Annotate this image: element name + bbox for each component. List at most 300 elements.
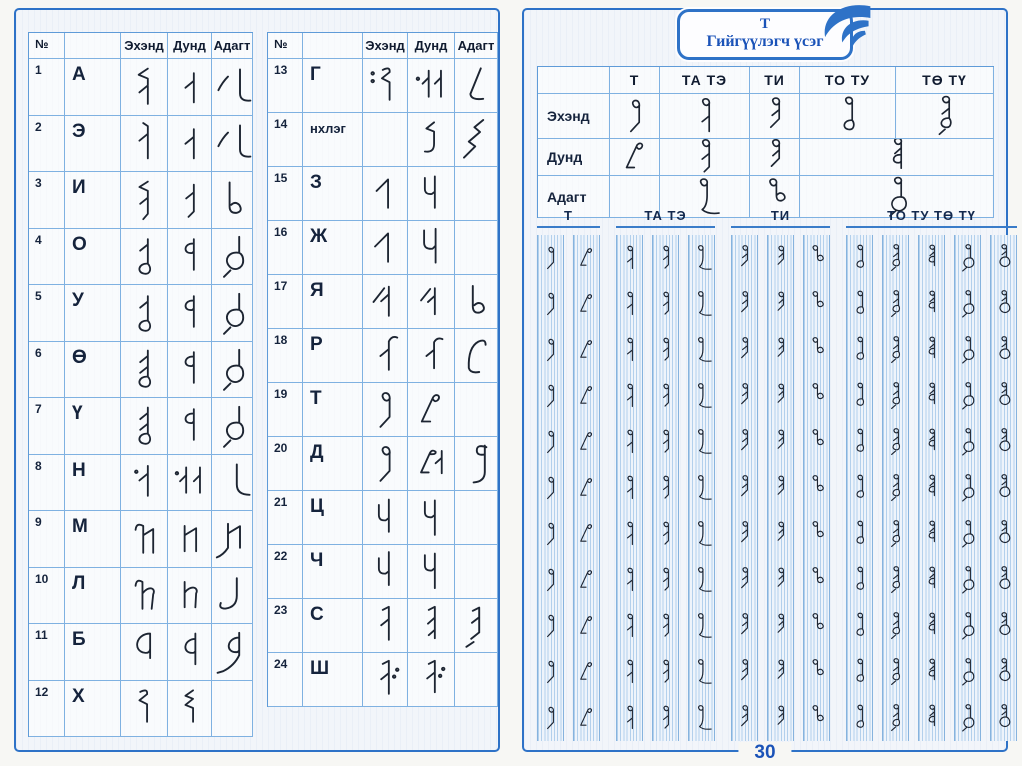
mongol-glyph-ti_final bbox=[805, 284, 828, 324]
col-header-initial: Эхэнд bbox=[363, 33, 408, 59]
mongol-glyph-g_init bbox=[365, 63, 405, 109]
glyph-initial bbox=[363, 167, 408, 221]
mongol-glyph-tue_final bbox=[992, 698, 1015, 738]
mongol-glyph-to_init bbox=[848, 330, 871, 370]
glyph-medial bbox=[408, 653, 455, 707]
mongol-glyph-tu_final bbox=[956, 698, 979, 738]
mongol-glyph-s_init bbox=[365, 603, 405, 649]
mongol-glyph-ta_init bbox=[686, 95, 724, 137]
mongol-glyph-t_init bbox=[539, 606, 562, 646]
practice-strip-tue_final bbox=[990, 235, 1017, 741]
mongol-glyph-ta_final bbox=[690, 422, 713, 462]
mongol-glyph-t_mid bbox=[575, 468, 598, 508]
cyrillic-letter: И bbox=[65, 172, 121, 229]
mongol-glyph-ti_final bbox=[805, 376, 828, 416]
glyph-initial bbox=[121, 455, 168, 512]
glyph-medial bbox=[168, 342, 212, 399]
mongol-glyph-t_mid bbox=[575, 698, 598, 738]
mongol-glyph-m_init bbox=[124, 516, 164, 562]
glyph-final bbox=[212, 172, 253, 229]
practice-strip-tu_final bbox=[954, 235, 981, 741]
practice-group bbox=[616, 208, 715, 741]
practice-group bbox=[537, 208, 600, 741]
mongol-glyph-n_mid bbox=[170, 459, 210, 505]
mongol-glyph-ta_mid bbox=[686, 139, 724, 176]
cyrillic-letter: Ш bbox=[303, 653, 363, 707]
mongol-glyph-ti_init bbox=[733, 698, 756, 738]
forms-row-label: Адагт bbox=[538, 176, 610, 218]
badge-letter: Т bbox=[759, 16, 770, 32]
mongol-glyph-tu_mid bbox=[920, 330, 943, 370]
mongol-glyph-t_mid bbox=[411, 387, 451, 433]
glyph-medial bbox=[168, 172, 212, 229]
mongol-glyph-to_init bbox=[848, 376, 871, 416]
practice-group-label: Т bbox=[537, 208, 600, 228]
row-number: 14 bbox=[268, 113, 303, 167]
mongol-glyph-to_init bbox=[848, 606, 871, 646]
forms-glyph-cell bbox=[750, 94, 800, 139]
mongol-glyph-ti_init bbox=[733, 376, 756, 416]
glyph-medial bbox=[168, 116, 212, 173]
mongol-glyph-tue_final bbox=[992, 422, 1015, 462]
practice-strip-ti_final bbox=[803, 235, 830, 741]
mongol-glyph-ti_mid bbox=[769, 422, 792, 462]
mongol-glyph-l_mid bbox=[170, 572, 210, 618]
mongol-glyph-g_final bbox=[455, 62, 497, 110]
glyph-medial bbox=[168, 285, 212, 342]
glyph-medial bbox=[408, 545, 455, 599]
cyrillic-letter: У bbox=[65, 285, 121, 342]
page-right bbox=[522, 8, 1008, 763]
mongol-glyph-tu_final bbox=[956, 238, 979, 278]
mongol-glyph-ti_mid bbox=[769, 330, 792, 370]
mongol-glyph-to_init bbox=[848, 698, 871, 738]
mongol-glyph-ti_final bbox=[805, 652, 828, 692]
forms-col-header: ТО ТУ bbox=[800, 67, 896, 94]
glyph-final bbox=[455, 59, 498, 113]
row-number: 9 bbox=[29, 511, 65, 568]
row-number: 7 bbox=[29, 398, 65, 455]
glyph-medial bbox=[408, 275, 455, 329]
glyph-final bbox=[455, 383, 498, 437]
mongol-glyph-ti_mid bbox=[769, 698, 792, 738]
mongol-glyph-s_final bbox=[455, 602, 497, 650]
mongol-glyph-tue_final bbox=[992, 284, 1015, 324]
row-number: 13 bbox=[268, 59, 303, 113]
cyrillic-letter: С bbox=[303, 599, 363, 653]
mongol-glyph-tu_mid bbox=[920, 652, 943, 692]
mongol-glyph-ts_mid bbox=[411, 495, 451, 541]
mongol-glyph-ta_mid bbox=[654, 330, 677, 370]
mongol-glyph-t_init bbox=[539, 376, 562, 416]
mongol-glyph-ti_init bbox=[733, 238, 756, 278]
mongol-glyph-t_mid bbox=[575, 284, 598, 324]
cyrillic-letter: Ц bbox=[303, 491, 363, 545]
row-number: 16 bbox=[268, 221, 303, 275]
mongol-glyph-ta_init bbox=[618, 652, 641, 692]
glyph-medial bbox=[408, 329, 455, 383]
practice-group bbox=[731, 208, 830, 741]
row-number: 8 bbox=[29, 455, 65, 512]
mongol-glyph-sh_init bbox=[365, 657, 405, 703]
practice-strip-t_mid bbox=[573, 235, 600, 741]
mongol-glyph-tu_final bbox=[956, 330, 979, 370]
practice-strip-toe_init bbox=[882, 235, 909, 741]
glyph-initial bbox=[363, 599, 408, 653]
mongol-glyph-ti_init bbox=[733, 652, 756, 692]
glyph-initial bbox=[121, 59, 168, 116]
cyrillic-letter: Ө bbox=[65, 342, 121, 399]
glyph-final bbox=[455, 599, 498, 653]
mongol-glyph-ta_init bbox=[618, 514, 641, 554]
glyph-medial bbox=[408, 383, 455, 437]
mongol-glyph-tue_final bbox=[992, 560, 1015, 600]
glyph-medial bbox=[408, 599, 455, 653]
glyph-final bbox=[455, 221, 498, 275]
glyph-final bbox=[455, 275, 498, 329]
glyph-final bbox=[455, 653, 498, 707]
mongol-glyph-t_mid bbox=[575, 422, 598, 462]
mongol-glyph-ta_final bbox=[690, 284, 713, 324]
practice-strip-ti_mid bbox=[767, 235, 794, 741]
cyrillic-letter: Я bbox=[303, 275, 363, 329]
mongol-glyph-ya_mid bbox=[411, 279, 451, 325]
mongol-glyph-ng_final bbox=[455, 116, 497, 164]
mongol-glyph-i_init bbox=[124, 177, 164, 223]
glyph-final bbox=[212, 398, 253, 455]
mongol-glyph-tu_mid bbox=[920, 422, 943, 462]
col-header-letter bbox=[65, 33, 121, 59]
glyph-initial bbox=[363, 113, 408, 167]
practice-group bbox=[846, 208, 1017, 741]
cyrillic-letter: Д bbox=[303, 437, 363, 491]
mongol-glyph-n_final bbox=[212, 458, 252, 506]
col-header-medial: Дунд bbox=[168, 33, 212, 59]
glyph-initial bbox=[363, 437, 408, 491]
mongol-glyph-o_final bbox=[212, 402, 252, 450]
glyph-initial bbox=[363, 275, 408, 329]
mongol-glyph-ya_final bbox=[455, 278, 497, 326]
mongol-glyph-ta_final bbox=[690, 652, 713, 692]
glyph-final bbox=[212, 681, 253, 738]
glyph-initial bbox=[363, 383, 408, 437]
glyph-medial bbox=[168, 624, 212, 681]
mongol-glyph-to_init bbox=[848, 560, 871, 600]
col-header-number: № bbox=[29, 33, 65, 59]
glyph-medial bbox=[168, 568, 212, 625]
mongol-glyph-a_mid bbox=[170, 120, 210, 166]
row-number: 22 bbox=[268, 545, 303, 599]
row-number: 12 bbox=[29, 681, 65, 738]
glyph-medial bbox=[168, 59, 212, 116]
mongol-glyph-tue_final bbox=[992, 330, 1015, 370]
mongol-glyph-g_mid bbox=[411, 63, 451, 109]
glyph-initial bbox=[121, 398, 168, 455]
col-header-number: № bbox=[268, 33, 303, 59]
mongol-glyph-ti_init bbox=[733, 284, 756, 324]
mongol-glyph-r_final bbox=[455, 332, 497, 380]
row-number: 3 bbox=[29, 172, 65, 229]
cyrillic-letter: нхлэг bbox=[303, 113, 363, 167]
alphabet-table-1 bbox=[28, 32, 253, 737]
mongol-glyph-ta_init bbox=[618, 560, 641, 600]
glyph-initial bbox=[121, 229, 168, 286]
mongol-glyph-ta_init bbox=[618, 698, 641, 738]
mongol-glyph-ti_mid bbox=[769, 606, 792, 646]
cyrillic-letter: Г bbox=[303, 59, 363, 113]
mongol-glyph-t_init bbox=[539, 238, 562, 278]
practice-group-label: ТИ bbox=[731, 208, 830, 228]
mongol-glyph-tu_mid bbox=[920, 376, 943, 416]
glyph-final bbox=[212, 624, 253, 681]
practice-strip-t_init bbox=[537, 235, 564, 741]
practice-group-label: ТО ТУ ТӨ ТҮ bbox=[846, 208, 1017, 228]
glyph-initial bbox=[363, 329, 408, 383]
mongol-glyph-ti_final bbox=[805, 698, 828, 738]
glyph-final bbox=[212, 568, 253, 625]
forms-glyph-cell bbox=[800, 94, 896, 139]
mongol-glyph-ti_mid bbox=[769, 238, 792, 278]
mongol-glyph-to_init bbox=[848, 652, 871, 692]
mongol-glyph-tu_mid bbox=[920, 698, 943, 738]
mongol-glyph-tu_final bbox=[956, 560, 979, 600]
mongol-glyph-z_mid bbox=[411, 171, 451, 217]
mongol-glyph-b_init bbox=[124, 629, 164, 675]
row-number: 21 bbox=[268, 491, 303, 545]
lesson-badge bbox=[677, 9, 853, 60]
mongol-glyph-t_mid bbox=[616, 139, 654, 176]
mongol-glyph-tu_final bbox=[956, 468, 979, 508]
glyph-final bbox=[455, 545, 498, 599]
mongol-glyph-ti_final bbox=[805, 422, 828, 462]
cyrillic-letter: Н bbox=[65, 455, 121, 512]
row-number: 19 bbox=[268, 383, 303, 437]
glyph-initial bbox=[121, 511, 168, 568]
forms-glyph-cell bbox=[660, 94, 750, 139]
mongol-glyph-ta_mid bbox=[654, 376, 677, 416]
mongol-glyph-toe_init bbox=[884, 698, 907, 738]
col-header-final: Адагт bbox=[212, 33, 253, 59]
mongol-glyph-tu_mid bbox=[920, 606, 943, 646]
mongol-glyph-h_mid bbox=[170, 685, 210, 731]
glyph-final bbox=[212, 229, 253, 286]
glyph-medial bbox=[168, 455, 212, 512]
mongol-glyph-toe_init bbox=[884, 514, 907, 554]
cyrillic-letter: Ч bbox=[303, 545, 363, 599]
mongol-glyph-m_mid bbox=[170, 516, 210, 562]
practice-group-label: ТА ТЭ bbox=[616, 208, 715, 228]
mongol-glyph-ta_mid bbox=[654, 606, 677, 646]
glyph-initial bbox=[121, 285, 168, 342]
cyrillic-letter: Р bbox=[303, 329, 363, 383]
mongol-glyph-ti_init bbox=[733, 606, 756, 646]
mongol-glyph-tu_mid bbox=[878, 139, 916, 176]
cyrillic-letter: О bbox=[65, 229, 121, 286]
mongol-glyph-ta_final bbox=[690, 330, 713, 370]
glyph-medial bbox=[408, 491, 455, 545]
mongol-glyph-toe_init bbox=[884, 606, 907, 646]
mongol-glyph-i_mid bbox=[170, 177, 210, 223]
mongol-glyph-toe_init bbox=[884, 376, 907, 416]
mongol-glyph-d_final bbox=[455, 440, 497, 488]
mongol-glyph-b_final bbox=[212, 628, 252, 676]
mongol-glyph-o_final bbox=[212, 232, 252, 280]
mongol-glyph-tue_final bbox=[992, 468, 1015, 508]
mongol-glyph-ta_mid bbox=[654, 514, 677, 554]
mongol-glyph-ta_final bbox=[690, 468, 713, 508]
mongol-glyph-o_mid bbox=[170, 290, 210, 336]
mongol-glyph-r_init bbox=[365, 333, 405, 379]
mongol-glyph-tu_mid bbox=[920, 560, 943, 600]
mongol-glyph-a_init bbox=[124, 64, 164, 110]
cyrillic-letter: Ү bbox=[65, 398, 121, 455]
mongol-glyph-toe_init bbox=[884, 284, 907, 324]
mongol-glyph-tu_final bbox=[956, 514, 979, 554]
col-header-medial: Дунд bbox=[408, 33, 455, 59]
mongol-glyph-ti_init bbox=[733, 330, 756, 370]
col-header-letter bbox=[303, 33, 363, 59]
forms-glyph-cell bbox=[660, 139, 750, 176]
mongol-glyph-o_final bbox=[212, 345, 252, 393]
cyrillic-letter: З bbox=[303, 167, 363, 221]
mongol-glyph-t_init bbox=[539, 330, 562, 370]
mongol-glyph-sh_mid bbox=[411, 657, 451, 703]
forms-glyph-cell bbox=[610, 94, 660, 139]
mongol-glyph-t_mid bbox=[575, 330, 598, 370]
mongol-glyph-t_init bbox=[539, 560, 562, 600]
letter-forms-table bbox=[537, 66, 994, 218]
mongol-glyph-i_final bbox=[212, 176, 252, 224]
row-number: 1 bbox=[29, 59, 65, 116]
row-number: 2 bbox=[29, 116, 65, 173]
mongol-glyph-ti_final bbox=[805, 606, 828, 646]
mongol-glyph-ta_final bbox=[690, 376, 713, 416]
forms-glyph-cell bbox=[610, 139, 660, 176]
mongol-glyph-tu_final bbox=[956, 652, 979, 692]
mongol-glyph-tu_mid bbox=[920, 238, 943, 278]
mongol-glyph-ti_mid bbox=[769, 376, 792, 416]
glyph-medial bbox=[168, 229, 212, 286]
mongol-glyph-ta_mid bbox=[654, 698, 677, 738]
mongol-glyph-tue_final bbox=[992, 606, 1015, 646]
row-number: 6 bbox=[29, 342, 65, 399]
mongol-glyph-tu_mid bbox=[920, 514, 943, 554]
mongol-glyph-o_mid bbox=[170, 233, 210, 279]
mongol-glyph-ta_mid bbox=[654, 422, 677, 462]
mongol-glyph-ta_mid bbox=[654, 652, 677, 692]
mongol-glyph-ti_final bbox=[805, 514, 828, 554]
mongol-glyph-ti_final bbox=[805, 330, 828, 370]
glyph-initial bbox=[363, 491, 408, 545]
mongol-glyph-l_init bbox=[124, 572, 164, 618]
cyrillic-letter: Х bbox=[65, 681, 121, 738]
mongol-glyph-ta_init bbox=[618, 284, 641, 324]
glyph-initial bbox=[121, 116, 168, 173]
glyph-medial bbox=[408, 167, 455, 221]
mongol-glyph-ti_init bbox=[733, 560, 756, 600]
mongol-glyph-t_mid bbox=[575, 376, 598, 416]
mongol-glyph-to_init bbox=[848, 468, 871, 508]
mongol-glyph-t_init bbox=[365, 441, 405, 487]
mongol-glyph-tue_final bbox=[992, 376, 1015, 416]
mongol-glyph-ti_mid bbox=[769, 560, 792, 600]
mongol-glyph-ng_mid bbox=[411, 117, 451, 163]
practice-strip-tu_mid bbox=[918, 235, 945, 741]
glyph-final bbox=[212, 455, 253, 512]
forms-row-label: Дунд bbox=[538, 139, 610, 176]
mongol-glyph-tu_mid bbox=[920, 284, 943, 324]
mongol-glyph-ta_mid bbox=[654, 284, 677, 324]
mongol-glyph-ta_mid bbox=[654, 468, 677, 508]
glyph-medial bbox=[408, 59, 455, 113]
mongol-glyph-a_final bbox=[212, 63, 252, 111]
mongol-glyph-to_init bbox=[848, 514, 871, 554]
glyph-final bbox=[212, 511, 253, 568]
glyph-final bbox=[455, 113, 498, 167]
mongol-glyph-oe_init bbox=[124, 403, 164, 449]
glyph-initial bbox=[121, 568, 168, 625]
mongol-glyph-e_init bbox=[124, 120, 164, 166]
glyph-initial bbox=[363, 221, 408, 275]
mongol-glyph-ta_final bbox=[690, 606, 713, 646]
row-number: 4 bbox=[29, 229, 65, 286]
forms-col-header: ТӨ ТҮ bbox=[896, 67, 994, 94]
mongol-glyph-ta_final bbox=[690, 514, 713, 554]
mongol-glyph-tu_final bbox=[956, 606, 979, 646]
mongol-glyph-t_mid bbox=[575, 560, 598, 600]
glyph-medial bbox=[168, 681, 212, 738]
mongol-glyph-toe_init bbox=[884, 468, 907, 508]
mongol-glyph-t_init bbox=[539, 422, 562, 462]
glyph-medial bbox=[168, 398, 212, 455]
forms-glyph-cell bbox=[800, 139, 994, 176]
mongol-glyph-j_mid bbox=[411, 225, 451, 271]
mongol-glyph-m_final bbox=[212, 515, 252, 563]
mongol-glyph-ti_init bbox=[733, 468, 756, 508]
mongol-glyph-ta_final bbox=[690, 238, 713, 278]
glyph-final bbox=[212, 116, 253, 173]
mongol-glyph-toe_init bbox=[884, 238, 907, 278]
practice-strip-ta_final bbox=[688, 235, 715, 741]
mongol-glyph-t_init bbox=[616, 95, 654, 137]
mongol-glyph-ta_init bbox=[618, 468, 641, 508]
forms-row-label: Эхэнд bbox=[538, 94, 610, 139]
forms-col-header: ТА ТЭ bbox=[660, 67, 750, 94]
mongol-glyph-t_init bbox=[539, 652, 562, 692]
mongol-glyph-o_init bbox=[124, 233, 164, 279]
mongol-glyph-t_mid bbox=[575, 652, 598, 692]
mongol-glyph-to_init bbox=[848, 284, 871, 324]
mongol-glyph-ya_init bbox=[365, 279, 405, 325]
glyph-medial bbox=[408, 221, 455, 275]
mongol-glyph-ch_mid bbox=[411, 549, 451, 595]
forms-glyph-cell bbox=[750, 139, 800, 176]
mongol-glyph-ti_final bbox=[805, 238, 828, 278]
mongol-glyph-j_init bbox=[365, 225, 405, 271]
cyrillic-letter: А bbox=[65, 59, 121, 116]
mongol-glyph-t_init bbox=[539, 514, 562, 554]
mongol-glyph-d_mid bbox=[411, 441, 451, 487]
badge-subtitle: Гийгүүлэгч үсэг bbox=[706, 33, 824, 50]
mongol-glyph-toe_init bbox=[884, 330, 907, 370]
mongol-glyph-o_init bbox=[124, 290, 164, 336]
glyph-initial bbox=[121, 624, 168, 681]
glyph-medial bbox=[408, 437, 455, 491]
mongol-glyph-t_init bbox=[365, 387, 405, 433]
mongol-glyph-ch_init bbox=[365, 549, 405, 595]
mongol-glyph-tu_final bbox=[956, 376, 979, 416]
mongol-glyph-h_init bbox=[124, 685, 164, 731]
